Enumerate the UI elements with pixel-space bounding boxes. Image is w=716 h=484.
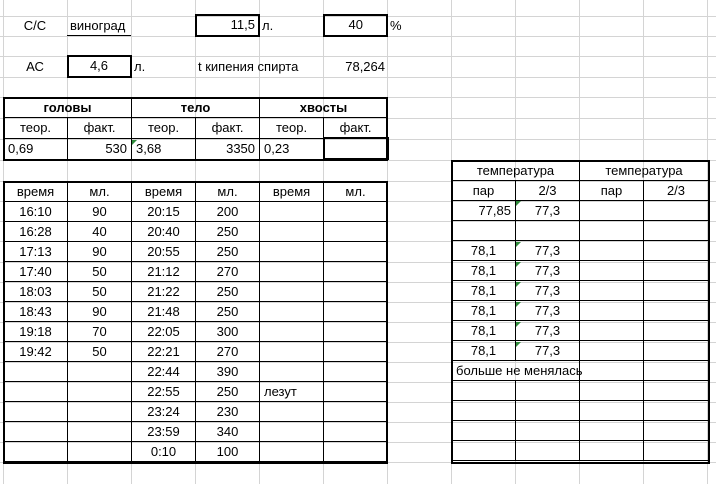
fractions-table [3,97,389,160]
sub-header-theor: теор. [4,118,68,139]
table-cell[interactable]: 17:13 [4,242,68,262]
table-cell[interactable] [260,282,324,302]
table-cell[interactable]: 50 [68,262,132,282]
comment-marker [516,262,521,267]
comment-marker [516,342,521,347]
percent-cell[interactable]: 40 [348,17,363,32]
temp-sub-header-23: 2/3 [644,181,709,201]
table-row [4,242,388,262]
table-cell[interactable] [68,402,132,422]
table-cell[interactable] [324,382,388,402]
table-cell[interactable]: 78,1 [452,301,516,321]
volume-cell[interactable]: 11,5 [230,17,255,32]
table-cell[interactable] [324,322,388,342]
table-cell[interactable] [580,241,644,261]
table-cell[interactable] [324,222,388,242]
table-cell[interactable]: 18:03 [4,282,68,302]
temp-body [452,201,709,461]
table-cell[interactable]: 21:48 [132,302,196,322]
table-cell[interactable] [644,281,709,301]
table-cell[interactable] [324,442,388,462]
boil-label: t кипения спирта [198,59,299,74]
cc-label: С/С [23,18,47,33]
table-cell[interactable]: 21:12 [132,262,196,282]
boil-value-cell[interactable]: 78,264 [345,59,385,74]
table-cell[interactable]: 77,3 [516,261,580,281]
table-cell[interactable] [580,421,644,441]
body-theor-cell[interactable]: 3,68 [132,138,196,159]
table-cell[interactable] [644,441,709,461]
percent-unit: % [390,18,402,33]
table-cell[interactable] [260,342,324,362]
log-header-time: время [4,182,68,202]
table-cell[interactable] [516,401,580,421]
table-cell[interactable]: 21:22 [132,282,196,302]
log-header-time: время [260,182,324,202]
as-label: АС [26,59,44,74]
table-cell[interactable] [644,401,709,421]
comment-marker [132,140,137,145]
comment-marker [516,322,521,327]
sub-header-fact: факт. [324,118,388,139]
table-cell[interactable]: 20:40 [132,222,196,242]
comment-marker [516,242,521,247]
table-cell[interactable] [260,242,324,262]
table-cell[interactable]: 22:05 [132,322,196,342]
table-cell[interactable] [324,422,388,442]
table-cell[interactable] [580,341,644,361]
table-row [452,341,709,361]
table-cell[interactable]: 230 [196,402,260,422]
table-cell[interactable] [580,361,644,381]
table-cell[interactable]: 340 [196,422,260,442]
log-header-ml: мл. [196,182,260,202]
table-cell[interactable]: 19:18 [4,322,68,342]
table-cell[interactable]: 77,3 [516,201,580,221]
table-row [4,282,388,302]
table-cell[interactable] [260,222,324,242]
table-cell[interactable] [644,421,709,441]
sub-header-fact: факт. [68,118,132,139]
table-row [4,302,388,322]
table-cell[interactable]: 20:15 [132,202,196,222]
table-cell[interactable] [644,321,709,341]
table-row [4,202,388,222]
table-row [452,281,709,301]
as-unit: л. [134,59,146,74]
table-cell[interactable]: лезут [260,382,324,402]
temp-sub-header-vapor: пар [580,181,644,201]
table-row [4,342,388,362]
table-row [452,221,709,241]
table-cell[interactable] [580,261,644,281]
table-cell[interactable] [260,202,324,222]
table-cell[interactable] [324,402,388,422]
table-cell[interactable] [260,442,324,462]
table-cell[interactable] [580,441,644,461]
table-cell[interactable]: 16:10 [4,202,68,222]
heads-theor-cell[interactable]: 0,69 [4,138,68,159]
table-cell[interactable] [516,381,580,401]
table-cell[interactable] [4,362,68,382]
log-body [4,202,388,462]
table-row [452,241,709,261]
table-cell[interactable]: 22:44 [132,362,196,382]
table-cell[interactable]: 78,1 [452,341,516,361]
table-cell[interactable] [68,362,132,382]
table-cell[interactable] [68,422,132,442]
sub-header-theor: теор. [260,118,324,139]
table-cell[interactable] [260,422,324,442]
table-cell[interactable] [644,381,709,401]
table-cell[interactable]: 16:28 [4,222,68,242]
table-cell[interactable] [324,362,388,382]
table-cell[interactable] [644,341,709,361]
heads-fact-cell[interactable]: 530 [68,138,132,159]
table-cell[interactable] [324,262,388,282]
table-cell[interactable] [324,242,388,262]
table-row [452,301,709,321]
table-cell[interactable]: 77,85 [452,201,516,221]
table-cell[interactable] [4,382,68,402]
table-cell[interactable]: 250 [196,222,260,242]
temperature-table [451,160,709,461]
table-cell[interactable]: 390 [196,362,260,382]
header-body: тело [132,98,260,118]
table-cell[interactable] [580,201,644,221]
table-cell[interactable]: 90 [68,202,132,222]
table-cell[interactable] [260,262,324,282]
table-row [4,382,388,402]
comment-marker [516,302,521,307]
table-cell[interactable]: 50 [68,282,132,302]
table-row [4,222,388,242]
table-cell[interactable] [516,221,580,241]
table-cell[interactable] [324,302,388,322]
table-cell[interactable] [260,302,324,322]
comment-marker [516,282,521,287]
table-cell[interactable]: 77,3 [516,281,580,301]
tails-theor-cell[interactable]: 0,23 [260,138,324,159]
table-cell[interactable] [260,322,324,342]
cc-value-underline [67,35,131,36]
table-row [4,402,388,422]
table-cell[interactable]: 200 [196,202,260,222]
table-row [4,422,388,442]
log-header-ml: мл. [68,182,132,202]
comment-marker [516,201,521,206]
log-table [3,181,388,462]
table-cell[interactable]: 23:59 [132,422,196,442]
table-cell[interactable]: 90 [68,302,132,322]
sub-header-fact: факт. [196,118,260,139]
table-cell[interactable] [324,202,388,222]
table-cell[interactable] [68,382,132,402]
table-cell[interactable]: 19:42 [4,342,68,362]
temp-header-1: температура [452,161,580,181]
table-cell[interactable]: 23:24 [132,402,196,422]
temp-note-cell[interactable]: больше не менялась [452,361,580,381]
table-cell[interactable] [4,442,68,462]
table-cell[interactable] [452,381,516,401]
table-cell[interactable]: 250 [196,302,260,322]
as-cell[interactable]: 4,6 [89,58,109,73]
log-header-time: время [132,182,196,202]
table-cell[interactable]: 18:43 [4,302,68,322]
table-cell[interactable]: 78,1 [452,241,516,261]
table-cell[interactable]: 22:55 [132,382,196,402]
table-cell[interactable]: 300 [196,322,260,342]
table-cell[interactable]: 22:21 [132,342,196,362]
table-row [452,441,709,461]
table-row [452,381,709,401]
table-row [4,262,388,282]
table-cell[interactable] [644,221,709,241]
volume-unit: л. [262,18,274,33]
table-cell[interactable] [452,441,516,461]
table-cell[interactable]: 250 [196,242,260,262]
log-header-ml: мл. [324,182,388,202]
table-cell[interactable]: 250 [196,382,260,402]
table-cell[interactable]: 0:10 [132,442,196,462]
temp-sub-header-vapor: пар [452,181,516,201]
table-cell[interactable]: 270 [196,262,260,282]
table-cell[interactable] [580,401,644,421]
table-cell[interactable]: 77,3 [516,341,580,361]
table-cell[interactable]: 78,1 [452,261,516,281]
table-cell[interactable] [644,361,709,381]
table-cell[interactable] [324,342,388,362]
table-row [4,362,388,382]
table-row [452,261,709,281]
table-row [4,442,388,462]
tails-fact-cell[interactable] [324,138,388,159]
table-cell[interactable] [452,221,516,241]
sub-header-theor: теор. [132,118,196,139]
cc-value-cell[interactable]: виноград [70,18,126,33]
table-cell[interactable] [452,421,516,441]
table-row [452,201,709,221]
table-row [452,421,709,441]
table-cell[interactable]: 90 [68,242,132,262]
table-cell[interactable]: 270 [196,342,260,362]
table-cell[interactable] [260,402,324,422]
header-tails: хвосты [260,98,388,118]
table-cell[interactable] [580,221,644,241]
table-cell[interactable] [644,201,709,221]
table-cell[interactable]: 50 [68,342,132,362]
table-row [452,361,709,381]
table-cell[interactable] [580,381,644,401]
table-cell[interactable]: 77,3 [516,301,580,321]
table-cell[interactable]: 40 [68,222,132,242]
table-cell[interactable] [516,441,580,461]
table-cell[interactable]: 250 [196,282,260,302]
table-cell[interactable] [644,241,709,261]
table-cell[interactable] [644,261,709,281]
table-row [4,322,388,342]
table-cell[interactable] [516,421,580,441]
table-cell[interactable] [68,442,132,462]
table-cell[interactable]: 20:55 [132,242,196,262]
table-cell[interactable] [580,281,644,301]
table-cell[interactable]: 17:40 [4,262,68,282]
table-cell[interactable] [644,301,709,321]
table-cell[interactable] [4,402,68,422]
table-row [452,401,709,421]
table-cell[interactable]: 77,3 [516,241,580,261]
table-cell[interactable] [580,301,644,321]
table-cell[interactable]: 100 [196,442,260,462]
temp-header-2: температура [580,161,709,181]
header-heads: головы [4,98,132,118]
table-cell[interactable]: 70 [68,322,132,342]
table-cell[interactable]: 78,1 [452,321,516,341]
table-cell[interactable] [4,422,68,442]
table-cell[interactable] [324,282,388,302]
table-cell[interactable]: 77,3 [516,321,580,341]
temp-sub-header-23: 2/3 [516,181,580,201]
table-cell[interactable]: 78,1 [452,281,516,301]
body-fact-cell[interactable]: 3350 [196,138,260,159]
table-cell[interactable] [260,362,324,382]
table-cell[interactable] [452,401,516,421]
table-cell[interactable] [580,321,644,341]
table-row [452,321,709,341]
